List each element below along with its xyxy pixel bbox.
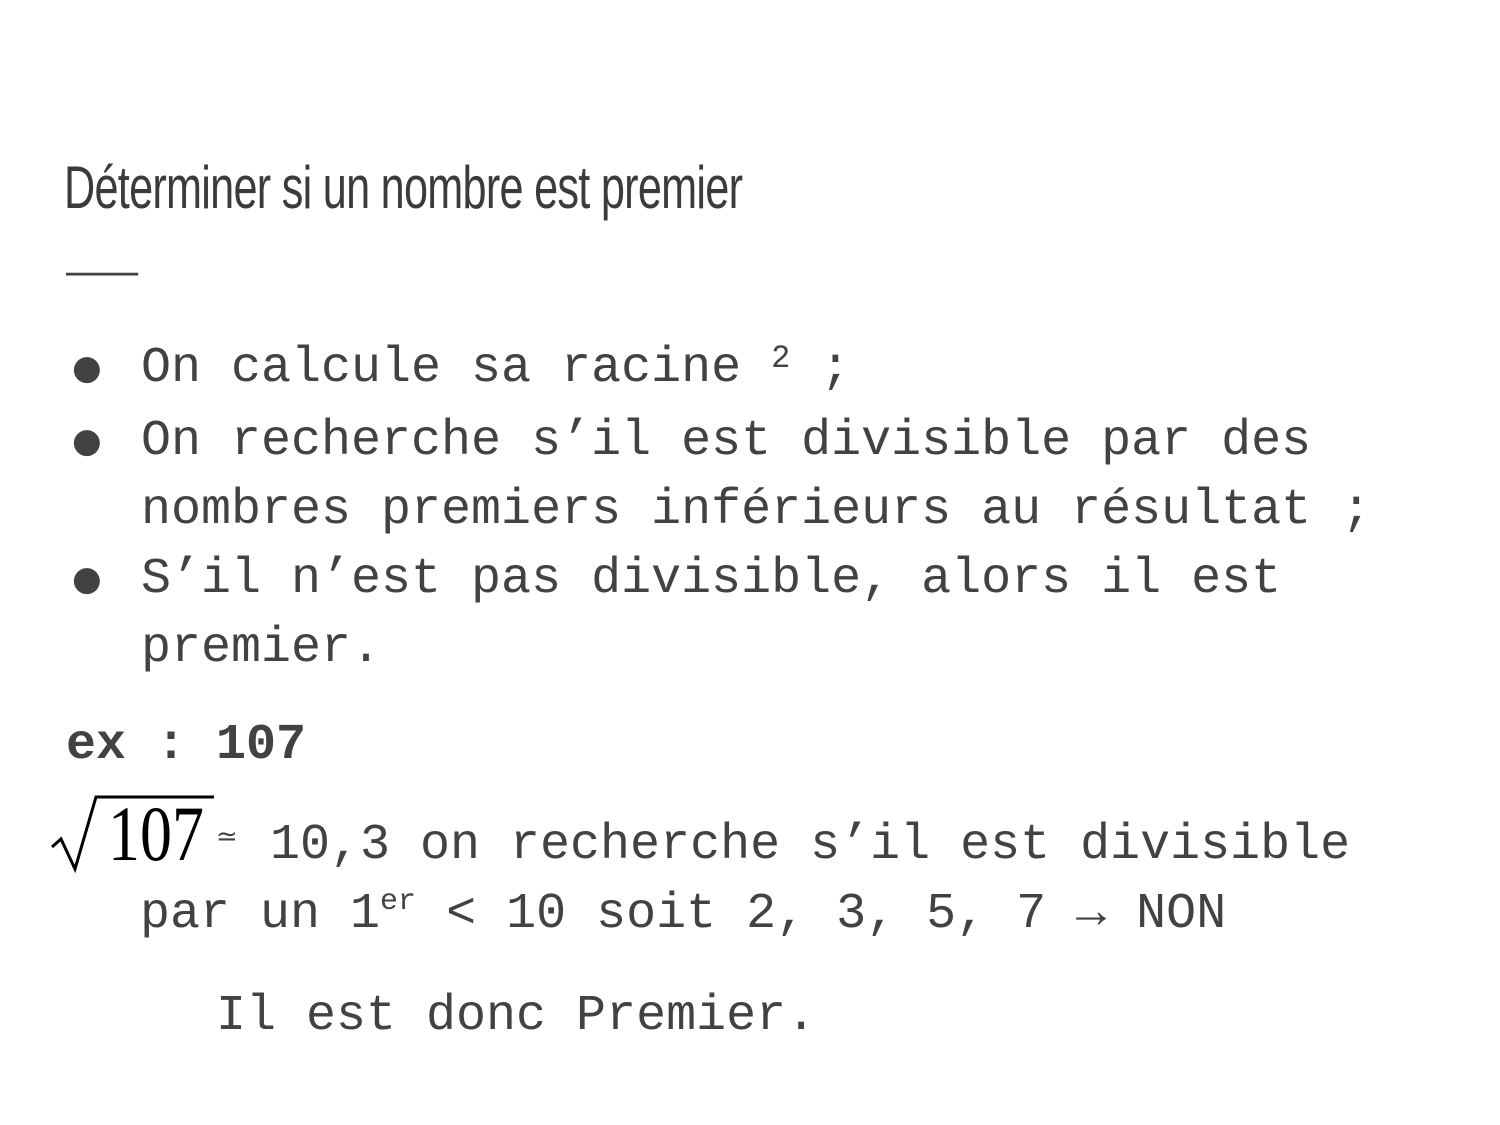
calculation-line-2-start: par un 1 [140,886,381,943]
calculation-line-1: 10,3 on recherche s’il est divisible [270,817,1351,874]
bullet-2-line-2: nombres premiers inférieurs au résultat ; [141,482,1372,539]
bullet-item-1 [72,334,1452,407]
ordinal-superscript: er [380,885,417,919]
title-separator: ——— [66,249,139,295]
method-bullet-list [72,334,1452,683]
bullet-item-3 [72,545,1452,683]
bullet-marker-icon: ● [72,559,102,599]
conclusion-text: Il est donc Premier. [216,988,817,1045]
radicand: 107 [108,790,204,877]
square-root-formula [48,790,220,877]
bullet-item-2 [72,407,1452,545]
bullet-marker-icon: ● [72,421,102,461]
bullet-marker-icon: ● [72,348,102,388]
example-label: ex : 107 [66,717,307,774]
bullet-3-line-1: S’il n’est pas divisible, alors il est [141,551,1282,608]
bullet-1-superscript: 2 [771,340,791,377]
calculation-line-2 [140,880,1226,955]
bullet-1-end: ; [820,340,851,397]
bullet-1-text: On calcule sa racine [141,340,772,397]
slide-title: Déterminer si un nombre est premier [64,154,743,221]
bullet-2-line-1: On recherche s’il est divisible par des [141,413,1312,470]
bullet-3-line-2: premier. [141,620,382,677]
calculation-line-2-end: < 10 soit 2, 3, 5, 7 → NON [416,886,1227,943]
approx-symbol: ≃ [216,822,238,852]
